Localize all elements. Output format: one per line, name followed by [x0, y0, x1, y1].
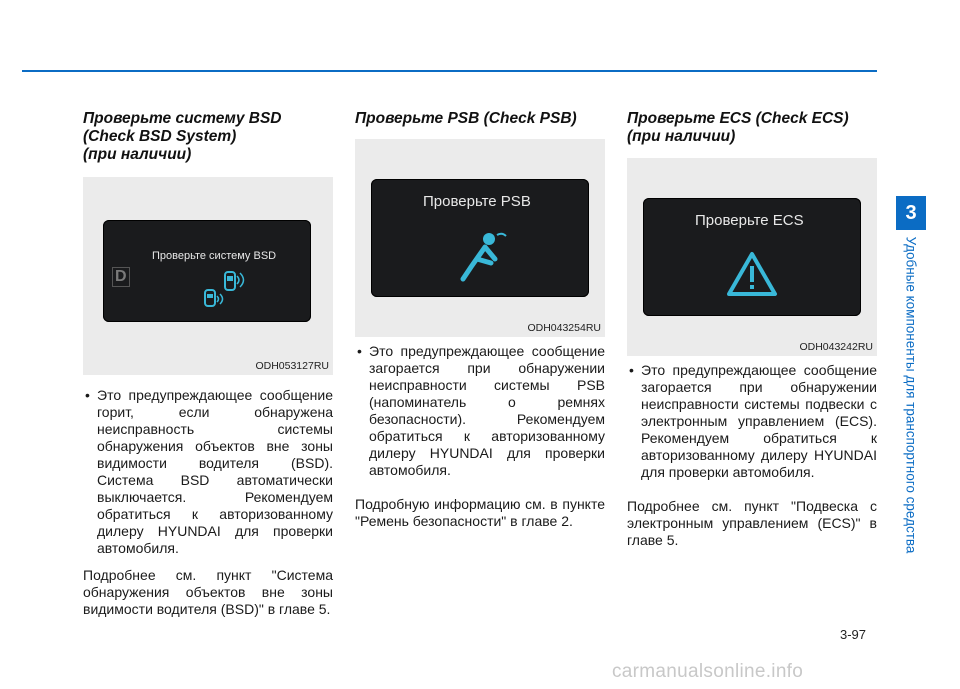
- section-heading: Проверьте ECS (Check ECS) (при наличии): [627, 110, 849, 145]
- display-message: Проверьте PSB: [423, 193, 531, 210]
- bsd-figure: [83, 177, 333, 375]
- cluster-display: [103, 220, 311, 322]
- section-ecs: [627, 110, 877, 549]
- display-message: Проверьте ECS: [695, 212, 804, 229]
- bsd-bullet: • Это предупреждающее сообщение горит, если обнаружена неисправность системы обнаружения объектов вне зоны видимости водителя (BSD). Система BSD автоматически выключается. Рекомендуем обратиться к авторизованному дилеру HYUNDAI для проверки автомобиля.: [83, 387, 333, 557]
- ecs-bullet: • Это предупреждающее сообщение загорается при обнаружении неисправности системы подвески с электронным управлением (ECS). Рекомендуем обратиться к авторизованному дилеру HYUNDAI для проверки автомобиля.: [627, 362, 877, 481]
- chapter-title: Удобные компоненты для транспортного средства: [903, 236, 919, 554]
- figure-code: ODH043254RU: [527, 322, 601, 334]
- seatbelt-icon: [451, 229, 511, 287]
- section-psb: [355, 110, 605, 530]
- psb-reference: Подробную информацию см. в пункте "Ремень безопасности" в главе 2.: [355, 496, 605, 529]
- section-bsd: [83, 110, 333, 618]
- figure-code: ODH053127RU: [255, 360, 329, 372]
- cluster-display: [643, 198, 861, 316]
- gear-indicator: D: [112, 267, 130, 287]
- psb-figure: [355, 139, 605, 337]
- warning-triangle-icon: [725, 250, 779, 298]
- figure-code: ODH043242RU: [799, 341, 873, 353]
- ecs-figure: [627, 158, 877, 356]
- page-number: 3-97: [840, 627, 867, 642]
- cluster-display: [371, 179, 589, 297]
- ecs-reference: Подробнее см. пункт "Подвеска с электронным управлением (ECS)" в главе 5.: [627, 498, 877, 548]
- section-heading: Проверьте систему BSD (Check BSD System) (при наличии): [83, 110, 282, 163]
- bsd-reference: Подробнее см. пункт "Система обнаружения объектов вне зоны видимости водителя (BSD)" в главе 5.: [83, 567, 333, 617]
- top-rule: [22, 70, 877, 72]
- watermark: carmanualsonline.info: [612, 661, 804, 682]
- chapter-tab: [896, 196, 926, 230]
- display-message: Проверьте систему BSD: [152, 250, 277, 262]
- chapter-number: 3: [905, 201, 917, 224]
- bsd-car-icon: [199, 266, 249, 314]
- section-heading: Проверьте PSB (Check PSB): [355, 110, 577, 127]
- psb-bullet: • Это предупреждающее сообщение загорается при обнаружении неисправности системы PSB (напоминатель о ремнях безопасности). Рекомендуем обратиться к авторизованному дилеру HYUNDAI для проверки автомобиля.: [355, 343, 605, 479]
